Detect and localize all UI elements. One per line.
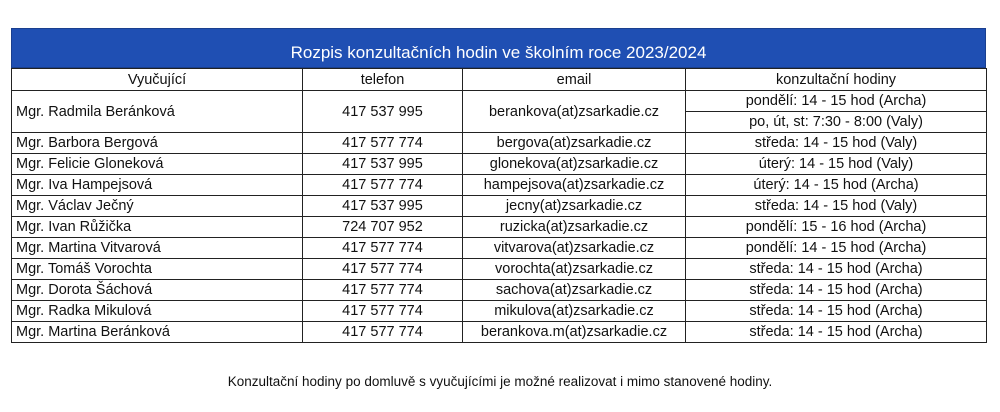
footnote: Konzultační hodiny po domluvě s vyučujícími je možné realizovat i mimo stanovené hodiny. [227, 374, 773, 389]
schedule-title: Rozpis konzultačních hodin ve školním roce 2023/2024 [11, 28, 986, 68]
teacher-email: sachova(at)zsarkadie.cz [463, 280, 686, 301]
column-header-hours: konzultační hodiny [686, 69, 987, 91]
table-row [12, 280, 987, 301]
teacher-name: Mgr. Radka Mikulová [12, 301, 303, 322]
table-row [12, 259, 987, 280]
consultation-hours: pondělí: 14 - 15 hod (Archa) [686, 91, 987, 112]
teacher-email: glonekova(at)zsarkadie.cz [463, 154, 686, 175]
consultation-hours: středa: 14 - 15 hod (Archa) [686, 301, 987, 322]
consultation-hours: pondělí: 14 - 15 hod (Archa) [686, 238, 987, 259]
schedule-body [12, 91, 987, 343]
teacher-name: Mgr. Iva Hampejsová [12, 175, 303, 196]
table-row [12, 154, 987, 175]
teacher-phone: 417 537 995 [303, 154, 463, 175]
teacher-email: hampejsova(at)zsarkadie.cz [463, 175, 686, 196]
teacher-email: berankova.m(at)zsarkadie.cz [463, 322, 686, 343]
table-row [12, 196, 987, 217]
teacher-email: mikulova(at)zsarkadie.cz [463, 301, 686, 322]
teacher-name: Mgr. Martina Vitvarová [12, 238, 303, 259]
teacher-name: Mgr. Radmila Beránková [12, 91, 303, 133]
teacher-email: vorochta(at)zsarkadie.cz [463, 259, 686, 280]
consultation-hours: středa: 14 - 15 hod (Archa) [686, 322, 987, 343]
teacher-email: ruzicka(at)zsarkadie.cz [463, 217, 686, 238]
schedule-table [11, 68, 987, 343]
consultation-hours: po, út, st: 7:30 - 8:00 (Valy) [686, 112, 987, 133]
teacher-phone: 417 577 774 [303, 133, 463, 154]
teacher-name: Mgr. Martina Beránková [12, 322, 303, 343]
table-header-row [12, 69, 987, 91]
teacher-name: Mgr. Felicie Gloneková [12, 154, 303, 175]
teacher-phone: 417 577 774 [303, 175, 463, 196]
teacher-phone: 724 707 952 [303, 217, 463, 238]
column-header-teacher: Vyučující [12, 69, 303, 91]
teacher-email: jecny(at)zsarkadie.cz [463, 196, 686, 217]
teacher-name: Mgr. Dorota Šáchová [12, 280, 303, 301]
table-row [12, 238, 987, 259]
teacher-phone: 417 537 995 [303, 91, 463, 133]
table-row [12, 133, 987, 154]
column-header-email: email [463, 69, 686, 91]
teacher-phone: 417 577 774 [303, 301, 463, 322]
consultation-schedule [11, 28, 986, 343]
consultation-hours: středa: 14 - 15 hod (Valy) [686, 196, 987, 217]
teacher-phone: 417 537 995 [303, 196, 463, 217]
teacher-name: Mgr. Barbora Bergová [12, 133, 303, 154]
consultation-hours: středa: 14 - 15 hod (Valy) [686, 133, 987, 154]
teacher-name: Mgr. Ivan Růžička [12, 217, 303, 238]
teacher-phone: 417 577 774 [303, 259, 463, 280]
table-row [12, 175, 987, 196]
table-row [12, 91, 987, 112]
table-row [12, 301, 987, 322]
teacher-email: berankova(at)zsarkadie.cz [463, 91, 686, 133]
consultation-hours: úterý: 14 - 15 hod (Archa) [686, 175, 987, 196]
consultation-hours: středa: 14 - 15 hod (Archa) [686, 259, 987, 280]
teacher-phone: 417 577 774 [303, 322, 463, 343]
consultation-hours: pondělí: 15 - 16 hod (Archa) [686, 217, 987, 238]
column-header-phone: telefon [303, 69, 463, 91]
teacher-phone: 417 577 774 [303, 238, 463, 259]
teacher-phone: 417 577 774 [303, 280, 463, 301]
teacher-name: Mgr. Tomáš Vorochta [12, 259, 303, 280]
consultation-hours: úterý: 14 - 15 hod (Valy) [686, 154, 987, 175]
table-row [12, 217, 987, 238]
table-row [12, 322, 987, 343]
consultation-hours: středa: 14 - 15 hod (Archa) [686, 280, 987, 301]
teacher-email: bergova(at)zsarkadie.cz [463, 133, 686, 154]
teacher-name: Mgr. Václav Ječný [12, 196, 303, 217]
teacher-email: vitvarova(at)zsarkadie.cz [463, 238, 686, 259]
